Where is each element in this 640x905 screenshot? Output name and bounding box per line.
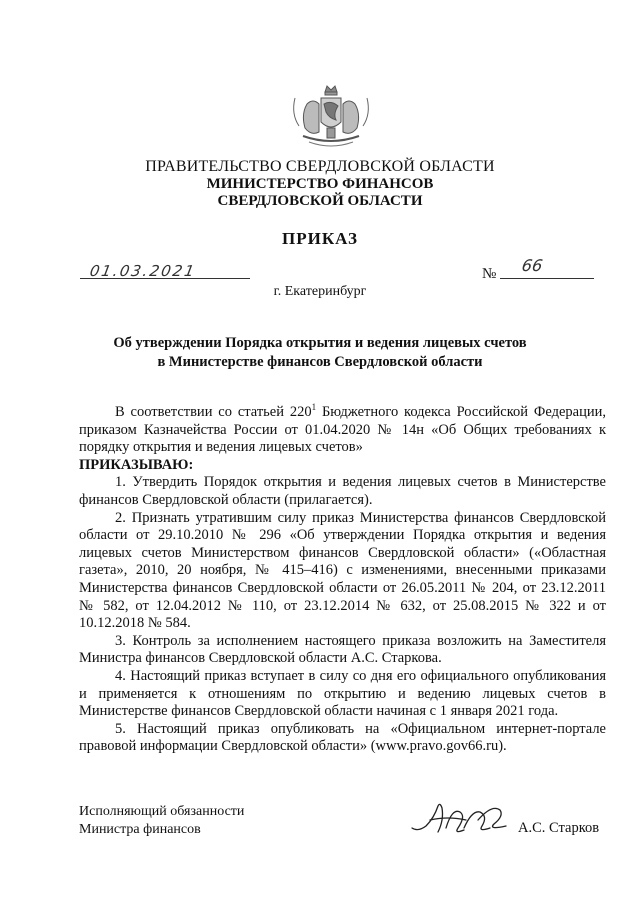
order-item-1: 1. Утвердить Порядок открытия и ведения лицевых счетов в Министерстве финансов Свердловской области (прилагается). bbox=[79, 474, 606, 508]
intro-text-b: Бюджетного кодекса Российской Федерации, приказом Казначейства России от 01.04.2020 № 14н «Об Общих требованиях к порядку открытия и ведения лицевых счетов» bbox=[79, 404, 606, 456]
title-line1: Об утверждении Порядка открытия и ведения лицевых счетов bbox=[113, 335, 527, 351]
intro-text-a: В соответствии со статьей 220 bbox=[115, 404, 312, 420]
position-line2: Министра финансов bbox=[79, 822, 201, 837]
document-body bbox=[79, 404, 606, 756]
intro-superscript: 1 bbox=[311, 402, 317, 413]
signatory-name: А.С. Старков bbox=[518, 820, 600, 836]
order-item-2: 2. Признать утратившим силу приказ Министерства финансов Свердловской области от 29.10.2010 № 296 «Об утверждении Порядка открытия и ведения лицевых счетов Министерством финансов Свердловской области» («Областная газета», 2010, 20 ноября, № 415–416) с изменениями, внесенными приказами Министерства финансов Свердловской области от 26.05.2011 № 204, от 23.12.2011 № 582, от 12.04.2012 № 110, от 23.12.2014 № 632, от 25.08.2015 № 322 и от 10.12.2018 № 584. bbox=[79, 509, 606, 632]
position-line1: Исполняющий обязанности bbox=[79, 804, 245, 819]
intro-paragraph bbox=[79, 404, 606, 457]
coat-of-arms-icon bbox=[289, 84, 373, 154]
order-item-5: 5. Настоящий приказ опубликовать на «Официальном интернет-портале правовой информации Свердловской области» (www.pravo.gov66.ru). bbox=[79, 720, 606, 755]
document-title bbox=[0, 334, 640, 372]
order-word: ПРИКАЗЫВАЮ: bbox=[79, 456, 194, 473]
number-underline bbox=[500, 277, 594, 279]
ministry-name-line2: СВЕРДЛОВСКОЙ ОБЛАСТИ bbox=[217, 193, 423, 209]
order-item-4: 4. Настоящий приказ вступает в силу со дня его официального опубликования и применяется к отношениям по открытию и ведению лицевых счетов в Министерстве финансов Свердловской области начиная с 1 января 2021 года. bbox=[79, 667, 606, 720]
ministry-name-line1: МИНИСТЕРСТВО ФИНАНСОВ bbox=[206, 176, 434, 192]
order-item-3: 3. Контроль за исполнением настоящего приказа возложить на Заместителя Министра финансов Свердловской области А.С. Старкова. bbox=[79, 632, 606, 667]
handwritten-signature-icon bbox=[408, 798, 513, 840]
date-underline bbox=[80, 277, 250, 279]
city: г. Екатеринбург bbox=[273, 284, 367, 299]
title-line2: в Министерстве финансов Свердловской области bbox=[157, 354, 483, 370]
number-label: № bbox=[482, 266, 497, 282]
government-name: ПРАВИТЕЛЬСТВО СВЕРДЛОВСКОЙ ОБЛАСТИ bbox=[145, 158, 495, 175]
signatory-position bbox=[79, 803, 244, 839]
document-number: 66 bbox=[520, 256, 545, 275]
document-date: 01.03.2021 bbox=[88, 262, 198, 280]
document-type: ПРИКАЗ bbox=[282, 229, 358, 248]
